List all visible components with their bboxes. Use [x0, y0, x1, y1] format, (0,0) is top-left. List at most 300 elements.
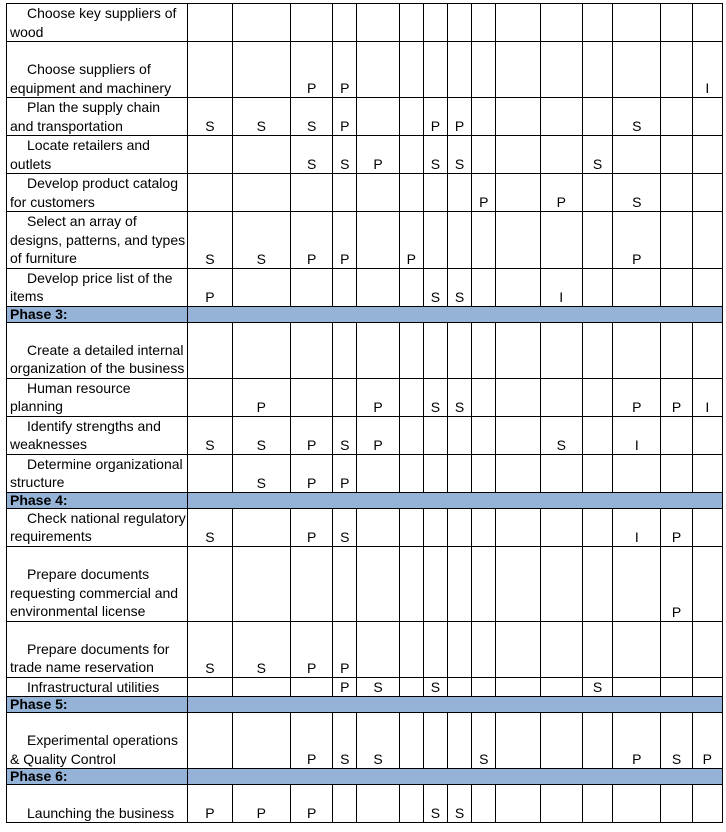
matrix-cell	[399, 322, 423, 378]
matrix-cell	[692, 677, 722, 697]
task-row	[7, 268, 723, 306]
matrix-cell	[399, 621, 423, 677]
matrix-cell	[188, 713, 232, 769]
matrix-cell	[357, 621, 399, 677]
matrix-cell: P	[232, 378, 290, 416]
matrix-cell	[357, 546, 399, 621]
matrix-cell	[661, 42, 692, 98]
task-label: Infrastructural utilities	[7, 677, 188, 697]
matrix-cell: S	[232, 416, 290, 454]
matrix-cell	[399, 136, 423, 174]
matrix-cell	[472, 677, 496, 697]
matrix-cell: P	[290, 212, 332, 269]
matrix-cell: P	[188, 268, 232, 306]
phase-header-row	[7, 769, 723, 785]
matrix-cell	[613, 546, 661, 621]
matrix-cell	[613, 4, 661, 42]
matrix-cell: P	[357, 136, 399, 174]
matrix-cell: S	[423, 136, 447, 174]
task-row	[7, 508, 723, 546]
matrix-cell	[399, 416, 423, 454]
matrix-cell: P	[333, 212, 357, 269]
matrix-cell	[232, 508, 290, 546]
matrix-cell	[357, 174, 399, 212]
matrix-cell: S	[540, 416, 582, 454]
matrix-cell	[448, 212, 472, 269]
matrix-cell: S	[232, 98, 290, 136]
matrix-cell	[399, 42, 423, 98]
matrix-cell	[423, 322, 447, 378]
matrix-cell	[496, 98, 540, 136]
matrix-cell	[399, 98, 423, 136]
matrix-cell	[613, 268, 661, 306]
matrix-cell	[661, 416, 692, 454]
matrix-cell: P	[357, 416, 399, 454]
matrix-cell	[399, 174, 423, 212]
matrix-cell	[357, 454, 399, 492]
matrix-cell	[188, 136, 232, 174]
matrix-cell	[540, 621, 582, 677]
matrix-cell	[357, 4, 399, 42]
task-row	[7, 174, 723, 212]
phase-band	[188, 697, 723, 713]
matrix-cell: P	[472, 174, 496, 212]
matrix-cell	[496, 268, 540, 306]
task-label: Develop price list of the items	[7, 268, 188, 306]
task-row	[7, 98, 723, 136]
matrix-cell	[582, 454, 612, 492]
matrix-cell: I	[692, 378, 722, 416]
task-row	[7, 212, 723, 269]
matrix-cell	[290, 677, 332, 697]
matrix-cell: S	[613, 98, 661, 136]
matrix-cell: S	[333, 416, 357, 454]
matrix-cell	[472, 454, 496, 492]
matrix-cell	[448, 713, 472, 769]
task-label: Launching the business	[7, 785, 188, 823]
matrix-cell: S	[448, 378, 472, 416]
task-label: Check national regulatory requirements	[7, 508, 188, 546]
matrix-cell	[496, 677, 540, 697]
matrix-cell	[540, 454, 582, 492]
matrix-cell	[333, 378, 357, 416]
matrix-cell	[496, 322, 540, 378]
matrix-cell	[496, 212, 540, 269]
matrix-cell: P	[290, 416, 332, 454]
matrix-cell	[582, 378, 612, 416]
matrix-cell: P	[290, 621, 332, 677]
task-row	[7, 677, 723, 697]
matrix-cell	[582, 268, 612, 306]
matrix-cell	[692, 322, 722, 378]
matrix-cell	[232, 322, 290, 378]
matrix-cell	[582, 174, 612, 212]
matrix-cell	[692, 785, 722, 823]
matrix-cell: P	[290, 42, 332, 98]
matrix-cell: S	[582, 136, 612, 174]
matrix-cell	[661, 136, 692, 174]
matrix-cell	[496, 454, 540, 492]
matrix-cell	[399, 4, 423, 42]
matrix-cell	[582, 785, 612, 823]
matrix-cell	[692, 621, 722, 677]
matrix-cell	[613, 454, 661, 492]
matrix-cell	[188, 677, 232, 697]
matrix-cell	[357, 785, 399, 823]
matrix-cell	[540, 136, 582, 174]
matrix-cell	[661, 677, 692, 697]
matrix-cell	[472, 212, 496, 269]
matrix-cell	[188, 42, 232, 98]
matrix-cell	[496, 508, 540, 546]
matrix-cell: S	[188, 416, 232, 454]
matrix-cell	[496, 4, 540, 42]
matrix-cell: S	[582, 677, 612, 697]
matrix-cell: S	[232, 454, 290, 492]
matrix-cell	[423, 454, 447, 492]
matrix-cell	[333, 4, 357, 42]
matrix-cell	[496, 174, 540, 212]
task-row	[7, 454, 723, 492]
matrix-cell	[496, 42, 540, 98]
matrix-cell	[613, 136, 661, 174]
matrix-cell	[472, 4, 496, 42]
phase-label: Phase 6:	[7, 769, 188, 785]
task-row	[7, 416, 723, 454]
matrix-cell	[448, 42, 472, 98]
matrix-cell	[232, 174, 290, 212]
matrix-cell	[692, 136, 722, 174]
phase-band	[188, 306, 723, 322]
matrix-cell	[423, 174, 447, 212]
matrix-cell	[661, 212, 692, 269]
matrix-cell	[333, 322, 357, 378]
phase-band	[188, 769, 723, 785]
matrix-cell: P	[540, 174, 582, 212]
matrix-cell	[540, 42, 582, 98]
task-label: Locate retailers and outlets	[7, 136, 188, 174]
phase-label: Phase 5:	[7, 697, 188, 713]
matrix-cell: S	[448, 136, 472, 174]
task-row	[7, 136, 723, 174]
matrix-cell	[472, 98, 496, 136]
matrix-cell	[290, 546, 332, 621]
task-row	[7, 322, 723, 378]
matrix-cell	[188, 378, 232, 416]
matrix-cell	[582, 98, 612, 136]
matrix-cell	[540, 212, 582, 269]
matrix-cell	[540, 98, 582, 136]
matrix-cell: P	[448, 98, 472, 136]
matrix-cell	[290, 322, 332, 378]
matrix-cell	[357, 268, 399, 306]
matrix-cell	[582, 212, 612, 269]
matrix-cell	[540, 508, 582, 546]
matrix-cell	[399, 268, 423, 306]
matrix-cell: P	[290, 508, 332, 546]
task-label: Create a detailed internal organization of the business	[7, 322, 188, 378]
matrix-cell: S	[448, 785, 472, 823]
matrix-cell	[582, 416, 612, 454]
task-label: Choose key suppliers of wood	[7, 4, 188, 42]
matrix-cell	[188, 4, 232, 42]
matrix-cell	[423, 508, 447, 546]
matrix-cell	[692, 4, 722, 42]
matrix-cell: S	[333, 713, 357, 769]
matrix-cell	[188, 322, 232, 378]
matrix-cell	[661, 98, 692, 136]
matrix-cell	[232, 268, 290, 306]
matrix-cell	[232, 136, 290, 174]
matrix-cell	[423, 621, 447, 677]
matrix-cell	[540, 713, 582, 769]
matrix-cell: S	[423, 785, 447, 823]
matrix-cell	[661, 174, 692, 212]
matrix-cell	[290, 268, 332, 306]
task-label: Prepare documents requesting commercial and environmental license	[7, 546, 188, 621]
matrix-cell	[692, 508, 722, 546]
matrix-cell: P	[613, 378, 661, 416]
matrix-cell: S	[232, 212, 290, 269]
matrix-cell	[613, 621, 661, 677]
matrix-cell: P	[661, 378, 692, 416]
matrix-cell: S	[188, 98, 232, 136]
matrix-cell	[613, 42, 661, 98]
matrix-cell	[188, 174, 232, 212]
matrix-cell	[423, 416, 447, 454]
matrix-cell	[582, 508, 612, 546]
matrix-cell	[333, 174, 357, 212]
matrix-cell	[540, 785, 582, 823]
matrix-cell: P	[333, 677, 357, 697]
matrix-cell: P	[613, 713, 661, 769]
matrix-cell	[472, 322, 496, 378]
matrix-cell: S	[661, 713, 692, 769]
matrix-cell	[582, 546, 612, 621]
matrix-cell: P	[692, 713, 722, 769]
task-row	[7, 785, 723, 823]
matrix-cell	[496, 785, 540, 823]
task-label: Determine organizational structure	[7, 454, 188, 492]
matrix-cell: S	[290, 98, 332, 136]
matrix-cell	[692, 98, 722, 136]
matrix-cell	[582, 4, 612, 42]
matrix-cell	[357, 42, 399, 98]
matrix-cell: P	[399, 212, 423, 269]
phase-label: Phase 4:	[7, 492, 188, 508]
matrix-cell	[661, 785, 692, 823]
matrix-cell: I	[613, 416, 661, 454]
task-label: Develop product catalog for customers	[7, 174, 188, 212]
matrix-cell: S	[613, 174, 661, 212]
matrix-cell	[540, 322, 582, 378]
task-row	[7, 4, 723, 42]
matrix-cell	[448, 677, 472, 697]
matrix-cell: P	[333, 42, 357, 98]
matrix-cell: P	[661, 546, 692, 621]
matrix-cell	[472, 42, 496, 98]
matrix-cell	[448, 322, 472, 378]
task-row	[7, 713, 723, 769]
matrix-cell: P	[290, 454, 332, 492]
matrix-cell	[613, 322, 661, 378]
task-label: Plan the supply chain and transportation	[7, 98, 188, 136]
matrix-cell: P	[232, 785, 290, 823]
matrix-cell	[540, 4, 582, 42]
matrix-cell: S	[333, 136, 357, 174]
matrix-cell: S	[448, 268, 472, 306]
matrix-cell	[472, 136, 496, 174]
matrix-cell	[399, 546, 423, 621]
matrix-cell	[357, 212, 399, 269]
task-label: Experimental operations & Quality Control	[7, 713, 188, 769]
matrix-cell	[472, 785, 496, 823]
phase-header-row	[7, 306, 723, 322]
matrix-cell	[333, 268, 357, 306]
matrix-cell	[448, 546, 472, 621]
matrix-cell	[448, 4, 472, 42]
matrix-cell	[290, 378, 332, 416]
matrix-cell	[472, 546, 496, 621]
matrix-cell: I	[540, 268, 582, 306]
matrix-cell	[333, 546, 357, 621]
matrix-cell	[399, 378, 423, 416]
matrix-cell	[472, 508, 496, 546]
matrix-cell	[496, 546, 540, 621]
matrix-cell	[613, 785, 661, 823]
matrix-cell	[582, 322, 612, 378]
matrix-cell	[692, 546, 722, 621]
matrix-cell	[232, 713, 290, 769]
task-label: Human resource planning	[7, 378, 188, 416]
phase-header-row	[7, 492, 723, 508]
matrix-cell	[357, 322, 399, 378]
matrix-cell	[692, 416, 722, 454]
matrix-cell	[496, 416, 540, 454]
matrix-cell	[290, 174, 332, 212]
matrix-cell	[232, 546, 290, 621]
matrix-cell	[582, 621, 612, 677]
matrix-cell: S	[472, 713, 496, 769]
matrix-cell	[496, 378, 540, 416]
matrix-cell	[582, 713, 612, 769]
matrix-cell	[472, 621, 496, 677]
phase-label: Phase 3:	[7, 306, 188, 322]
matrix-cell: P	[357, 378, 399, 416]
matrix-cell: P	[613, 212, 661, 269]
matrix-cell	[496, 713, 540, 769]
matrix-cell: S	[188, 621, 232, 677]
matrix-cell	[540, 546, 582, 621]
matrix-cell	[423, 546, 447, 621]
matrix-cell	[423, 42, 447, 98]
matrix-cell: S	[357, 677, 399, 697]
matrix-cell	[232, 4, 290, 42]
matrix-cell	[472, 416, 496, 454]
matrix-cell	[692, 212, 722, 269]
phase-band	[188, 492, 723, 508]
matrix-cell	[423, 4, 447, 42]
matrix-cell	[399, 454, 423, 492]
task-label: Prepare documents for trade name reservation	[7, 621, 188, 677]
matrix-cell	[496, 621, 540, 677]
matrix-cell	[232, 677, 290, 697]
matrix-cell: S	[188, 508, 232, 546]
phase-header-row	[7, 697, 723, 713]
task-row	[7, 546, 723, 621]
matrix-cell	[232, 42, 290, 98]
matrix-cell: P	[333, 454, 357, 492]
matrix-cell	[448, 454, 472, 492]
matrix-cell	[357, 98, 399, 136]
matrix-cell	[399, 785, 423, 823]
matrix-cell: S	[290, 136, 332, 174]
matrix-cell: I	[692, 42, 722, 98]
matrix-cell	[661, 621, 692, 677]
matrix-cell: P	[661, 508, 692, 546]
matrix-cell	[448, 416, 472, 454]
matrix-cell	[661, 454, 692, 492]
matrix-cell	[661, 4, 692, 42]
matrix-cell	[188, 546, 232, 621]
matrix-cell	[448, 621, 472, 677]
matrix-cell	[399, 677, 423, 697]
matrix-cell	[423, 713, 447, 769]
matrix-cell	[423, 212, 447, 269]
task-label: Select an array of designs, patterns, and types of furniture	[7, 212, 188, 269]
matrix-cell	[448, 508, 472, 546]
matrix-cell	[692, 174, 722, 212]
matrix-cell: S	[357, 713, 399, 769]
matrix-cell	[188, 454, 232, 492]
matrix-cell	[582, 42, 612, 98]
matrix-cell	[399, 713, 423, 769]
matrix-cell: P	[423, 98, 447, 136]
task-row	[7, 42, 723, 98]
task-label: Identify strengths and weaknesses	[7, 416, 188, 454]
matrix-cell	[540, 378, 582, 416]
matrix-cell: S	[423, 677, 447, 697]
task-label: Choose suppliers of equipment and machinery	[7, 42, 188, 98]
matrix-cell	[333, 785, 357, 823]
task-row	[7, 621, 723, 677]
matrix-cell: S	[423, 268, 447, 306]
matrix-cell: S	[188, 212, 232, 269]
matrix-cell	[472, 378, 496, 416]
matrix-cell: S	[232, 621, 290, 677]
matrix-cell	[661, 322, 692, 378]
matrix-cell: P	[188, 785, 232, 823]
matrix-cell	[613, 677, 661, 697]
matrix-cell	[448, 174, 472, 212]
matrix-cell: S	[423, 378, 447, 416]
matrix-cell	[661, 268, 692, 306]
task-row	[7, 378, 723, 416]
matrix-cell	[540, 677, 582, 697]
matrix-cell: P	[290, 785, 332, 823]
matrix-cell: P	[333, 98, 357, 136]
matrix-cell: P	[333, 621, 357, 677]
matrix-cell	[692, 268, 722, 306]
matrix-cell	[496, 136, 540, 174]
matrix-cell	[472, 268, 496, 306]
responsibility-matrix-table	[6, 3, 723, 823]
matrix-cell	[399, 508, 423, 546]
matrix-cell	[357, 508, 399, 546]
matrix-cell	[692, 454, 722, 492]
matrix-cell: P	[290, 713, 332, 769]
matrix-cell	[290, 4, 332, 42]
